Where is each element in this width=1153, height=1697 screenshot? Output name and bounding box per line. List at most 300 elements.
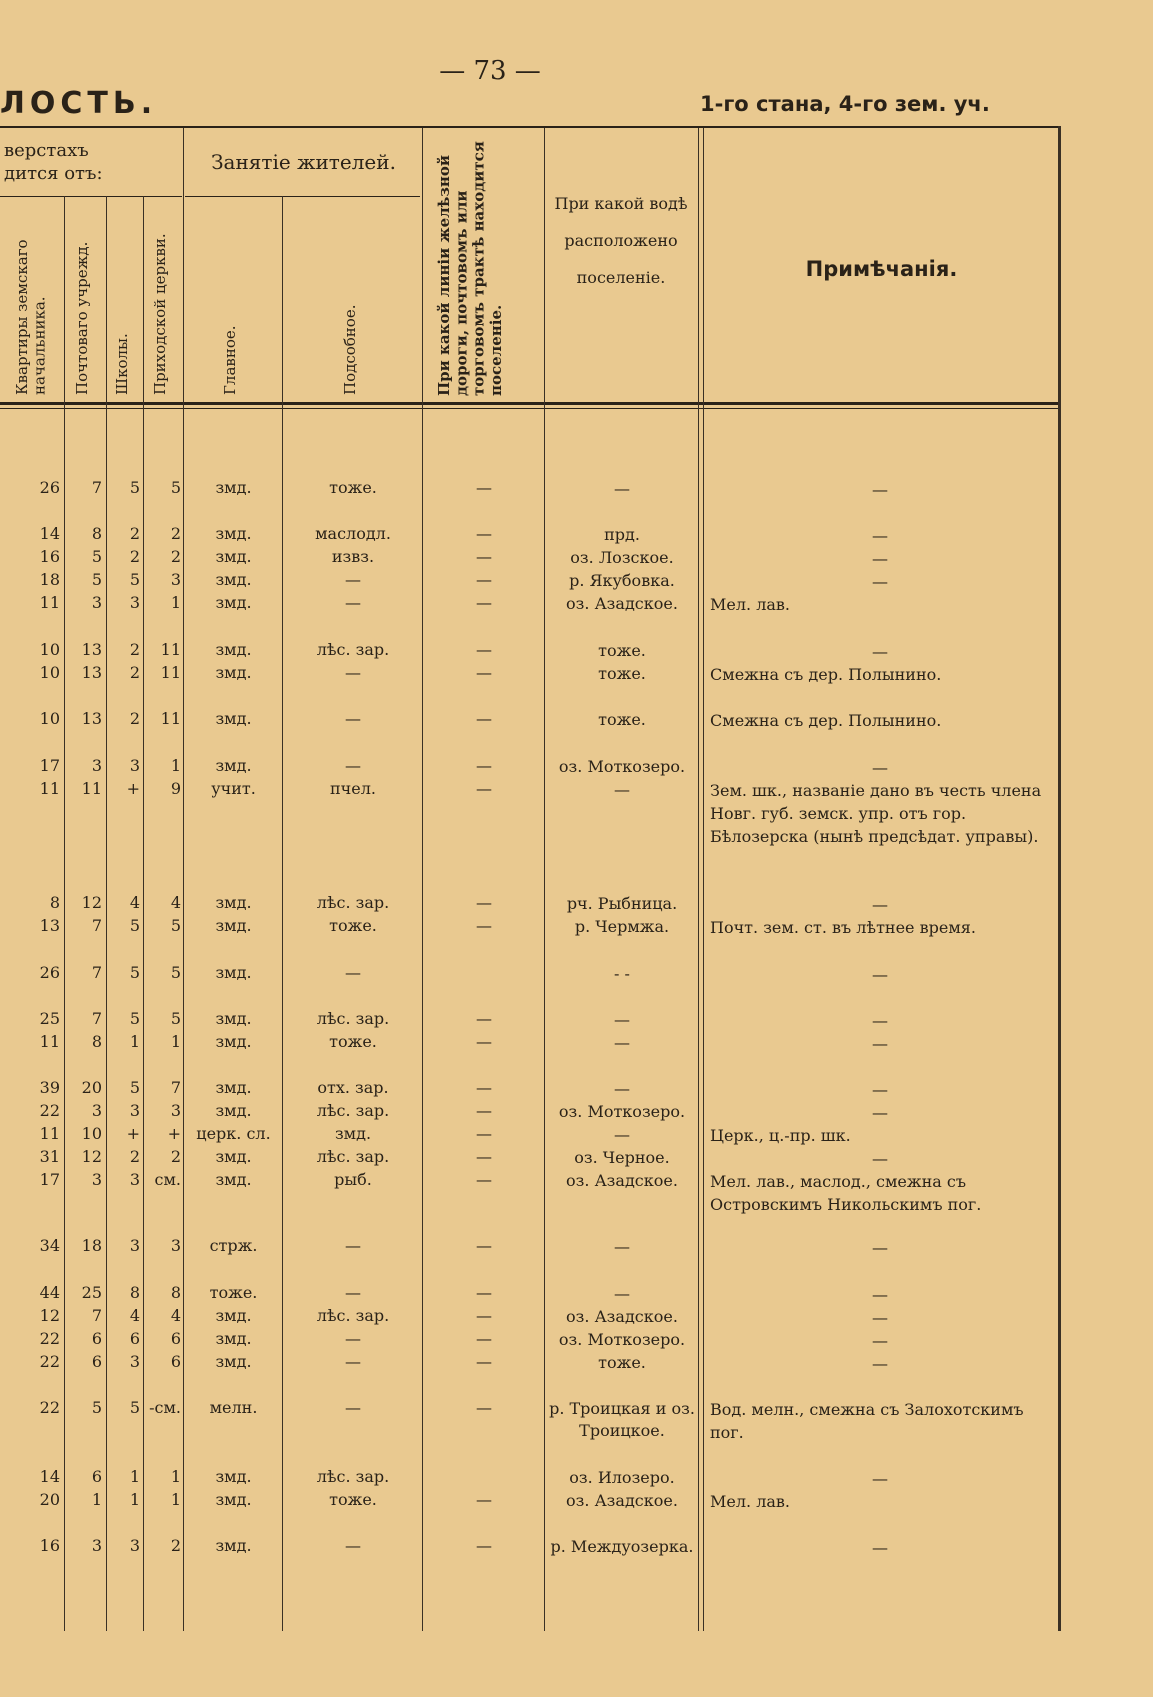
cell-post: 6 <box>91 1329 102 1348</box>
cell-water: тоже. <box>598 710 646 729</box>
cell-railway: — <box>476 478 492 497</box>
cell-water: оз. Азадское. <box>566 1307 678 1326</box>
cell-zemsky: 10 <box>39 709 60 728</box>
cell-post: 11 <box>81 779 102 798</box>
cell-zemsky: 17 <box>39 1170 60 1189</box>
cell-aux: рыб. <box>334 1170 372 1189</box>
cell-church: 2 <box>170 547 181 566</box>
cell-main: змд. <box>215 478 252 497</box>
cell-zemsky: 39 <box>39 1078 60 1097</box>
cell-church: 8 <box>170 1283 181 1302</box>
cell-post: 3 <box>91 756 102 775</box>
cell-railway: — <box>476 1170 492 1189</box>
cell-note: — <box>872 895 888 914</box>
cell-church: 6 <box>170 1352 181 1371</box>
table-row <box>0 1398 1060 1442</box>
table-row <box>0 1078 1060 1100</box>
cell-main: змд. <box>215 663 252 682</box>
table-row <box>0 1124 1060 1146</box>
table-row <box>0 963 1060 985</box>
cell-zemsky: 11 <box>39 1032 60 1051</box>
cell-zemsky: 26 <box>39 478 60 497</box>
school-header: Школы. <box>113 333 131 395</box>
cell-school: 2 <box>129 663 140 682</box>
table-row <box>0 570 1060 592</box>
cell-church: 1 <box>170 756 181 775</box>
volost-heading: ЛОСТЬ. <box>0 86 158 121</box>
cell-aux: — <box>345 1283 361 1302</box>
table-row <box>0 524 1060 546</box>
cell-church: 9 <box>170 779 181 798</box>
cell-aux: лѣс. зар. <box>316 1009 390 1028</box>
cell-school: 2 <box>129 709 140 728</box>
cell-main: змд. <box>215 1536 252 1555</box>
cell-school: 3 <box>129 756 140 775</box>
table-row <box>0 663 1060 685</box>
cell-church: 1 <box>170 1032 181 1051</box>
cell-church: 11 <box>160 663 181 682</box>
cell-zemsky: 17 <box>39 756 60 775</box>
cell-aux: пчел. <box>330 779 376 798</box>
cell-church: 7 <box>170 1078 181 1097</box>
cell-note: — <box>872 526 888 545</box>
cell-school: 4 <box>129 893 140 912</box>
cell-note: Смежна съ дер. Полынино. <box>710 665 942 684</box>
table-row <box>0 1009 1060 1031</box>
cell-school: + <box>126 779 140 798</box>
cell-zemsky: 11 <box>39 779 60 798</box>
cell-main: мелн. <box>209 1398 258 1417</box>
table-row <box>0 547 1060 569</box>
cell-note: Мел. лав. <box>710 1492 790 1511</box>
cell-church: 11 <box>160 709 181 728</box>
cell-post: 20 <box>81 1078 102 1097</box>
cell-note: Зем. шк., названіе дано въ честь члена Новг. губ. земск. упр. отъ гор. Бѣлозерска (нынѣ предсѣдат. управы). <box>710 781 1042 846</box>
cell-school: 3 <box>129 1170 140 1189</box>
distance-sub-rule <box>0 196 182 197</box>
cell-railway: — <box>476 1101 492 1120</box>
cell-aux: — <box>345 593 361 612</box>
water-header: При какой водѣ расположено поселеніе. <box>554 194 688 287</box>
cell-main: церк. сл. <box>196 1124 271 1143</box>
cell-main: змд. <box>215 1032 252 1051</box>
cell-main: змд. <box>215 1490 252 1509</box>
table-row <box>0 593 1060 615</box>
cell-water: — <box>614 1010 630 1029</box>
cell-water: оз. Моткозеро. <box>558 1330 686 1349</box>
cell-church: 5 <box>170 478 181 497</box>
cell-water: оз. Лозское. <box>570 548 674 567</box>
cell-note: — <box>872 1308 888 1327</box>
cell-school: 5 <box>129 1009 140 1028</box>
distance-group-header: верстахъ дится отъ: <box>4 140 103 184</box>
cell-school: 3 <box>129 1352 140 1371</box>
cell-aux: — <box>345 663 361 682</box>
cell-aux: лѣс. зар. <box>316 1467 390 1486</box>
cell-railway: — <box>476 709 492 728</box>
cell-school: 2 <box>129 640 140 659</box>
cell-post: 7 <box>91 916 102 935</box>
cell-note: — <box>872 1538 888 1557</box>
cell-post: 13 <box>81 663 102 682</box>
cell-zemsky: 34 <box>39 1236 60 1255</box>
cell-water: оз. Илозеро. <box>569 1468 675 1487</box>
cell-railway: — <box>476 1490 492 1509</box>
cell-zemsky: 8 <box>49 893 60 912</box>
cell-post: 5 <box>91 1398 102 1417</box>
cell-water: — <box>614 1033 630 1052</box>
cell-note: — <box>872 1080 888 1099</box>
cell-railway: — <box>476 779 492 798</box>
table-row <box>0 1490 1060 1512</box>
cell-zemsky: 13 <box>39 916 60 935</box>
cell-note: — <box>872 1034 888 1053</box>
cell-post: 8 <box>91 1032 102 1051</box>
cell-church: 6 <box>170 1329 181 1348</box>
table-row <box>0 893 1060 915</box>
occupation-sub-rule <box>185 196 420 197</box>
cell-post: 10 <box>81 1124 102 1143</box>
cell-railway: — <box>476 1283 492 1302</box>
cell-post: 18 <box>81 1236 102 1255</box>
cell-church: 11 <box>160 640 181 659</box>
table-row <box>0 1536 1060 1558</box>
cell-post: 5 <box>91 547 102 566</box>
cell-aux: маслодл. <box>315 524 391 543</box>
table-row <box>0 1101 1060 1123</box>
cell-water: оз. Моткозеро. <box>558 1102 686 1121</box>
cell-note: — <box>872 1354 888 1373</box>
cell-railway: — <box>476 1078 492 1097</box>
cell-railway: — <box>476 640 492 659</box>
cell-church: 1 <box>170 593 181 612</box>
cell-post: 6 <box>91 1467 102 1486</box>
table-row <box>0 1306 1060 1328</box>
cell-school: 5 <box>129 963 140 982</box>
cell-main: змд. <box>215 963 252 982</box>
cell-main: змд. <box>215 547 252 566</box>
cell-aux: лѣс. зар. <box>316 640 390 659</box>
cell-main: змд. <box>215 709 252 728</box>
table-row <box>0 1329 1060 1351</box>
cell-water: тоже. <box>598 664 646 683</box>
cell-note: — <box>872 965 888 984</box>
cell-aux: лѣс. зар. <box>316 1306 390 1325</box>
cell-post: 1 <box>91 1490 102 1509</box>
table-row <box>0 779 1060 846</box>
cell-zemsky: 25 <box>39 1009 60 1028</box>
cell-note: — <box>872 1238 888 1257</box>
cell-main: змд. <box>215 916 252 935</box>
cell-water: - - <box>614 964 630 983</box>
cell-main: змд. <box>215 893 252 912</box>
cell-water: — <box>614 780 630 799</box>
cell-school: 1 <box>129 1032 140 1051</box>
cell-church: 1 <box>170 1467 181 1486</box>
cell-zemsky: 16 <box>39 547 60 566</box>
cell-church: 2 <box>170 1536 181 1555</box>
cell-post: 3 <box>91 1536 102 1555</box>
cell-zemsky: 26 <box>39 963 60 982</box>
cell-church: см. <box>154 1170 181 1189</box>
table-row <box>0 478 1060 500</box>
cell-zemsky: 22 <box>39 1398 60 1417</box>
cell-aux: — <box>345 1236 361 1255</box>
cell-church: 3 <box>170 1236 181 1255</box>
cell-note: — <box>872 642 888 661</box>
cell-post: 3 <box>91 1170 102 1189</box>
cell-school: 5 <box>129 478 140 497</box>
cell-main: змд. <box>215 1329 252 1348</box>
cell-church: 5 <box>170 916 181 935</box>
cell-zemsky: 44 <box>39 1283 60 1302</box>
cell-main: змд. <box>215 1467 252 1486</box>
cell-church: 5 <box>170 1009 181 1028</box>
cell-post: 7 <box>91 478 102 497</box>
cell-aux: — <box>345 963 361 982</box>
cell-aux: — <box>345 570 361 589</box>
cell-aux: лѣс. зар. <box>316 893 390 912</box>
cell-school: 3 <box>129 1236 140 1255</box>
cell-railway: — <box>476 1329 492 1348</box>
notes-header: Примѣчанія. <box>805 257 958 281</box>
cell-church: 3 <box>170 570 181 589</box>
cell-zemsky: 14 <box>39 1467 60 1486</box>
post-header: Почтоваго учрежд. <box>73 241 91 395</box>
cell-post: 8 <box>91 524 102 543</box>
cell-main: змд. <box>215 1170 252 1189</box>
zemsky-header: Квартиры земскаго начальника. <box>13 239 49 395</box>
cell-main: змд. <box>215 1147 252 1166</box>
cell-water: тоже. <box>598 641 646 660</box>
cell-water: оз. Азадское. <box>566 594 678 613</box>
cell-note: — <box>872 549 888 568</box>
cell-main: тоже. <box>209 1283 258 1302</box>
cell-main: змд. <box>215 1078 252 1097</box>
cell-church: 1 <box>170 1490 181 1509</box>
cell-post: 13 <box>81 709 102 728</box>
cell-aux: — <box>345 1329 361 1348</box>
cell-water: — <box>614 1079 630 1098</box>
header-bottom-rule-thin <box>0 408 1060 409</box>
cell-zemsky: 22 <box>39 1352 60 1371</box>
cell-railway: — <box>476 570 492 589</box>
cell-main: змд. <box>215 1009 252 1028</box>
cell-school: 3 <box>129 1101 140 1120</box>
cell-water: оз. Моткозеро. <box>558 757 686 776</box>
cell-water: — <box>614 1284 630 1303</box>
cell-note: — <box>872 1011 888 1030</box>
cell-note: Почт. зем. ст. въ лѣтнее время. <box>710 918 976 937</box>
cell-water: р. Якубовка. <box>569 571 675 590</box>
cell-post: 7 <box>91 1306 102 1325</box>
cell-school: 1 <box>129 1467 140 1486</box>
cell-aux: отх. зар. <box>317 1078 389 1097</box>
cell-railway: — <box>476 593 492 612</box>
cell-railway: — <box>476 916 492 935</box>
cell-school: 5 <box>129 1398 140 1417</box>
cell-railway: — <box>476 893 492 912</box>
cell-railway: — <box>476 1306 492 1325</box>
table-row <box>0 1467 1060 1489</box>
cell-church: + <box>167 1124 181 1143</box>
cell-zemsky: 10 <box>39 640 60 659</box>
header-bottom-rule <box>0 402 1060 405</box>
cell-zemsky: 11 <box>39 1124 60 1143</box>
cell-zemsky: 12 <box>39 1306 60 1325</box>
cell-zemsky: 11 <box>39 593 60 612</box>
cell-railway: — <box>476 524 492 543</box>
cell-school: 6 <box>129 1329 140 1348</box>
main-occupation-header: Главное. <box>221 325 239 395</box>
table-row <box>0 756 1060 778</box>
cell-zemsky: 22 <box>39 1101 60 1120</box>
table-row <box>0 1032 1060 1054</box>
district-heading: 1-го стана, 4-го зем. уч. <box>700 92 990 116</box>
cell-aux: — <box>345 1352 361 1371</box>
church-header: Приходской церкви. <box>151 233 169 395</box>
cell-church: -см. <box>149 1398 181 1417</box>
cell-aux: — <box>345 709 361 728</box>
cell-main: змд. <box>215 1306 252 1325</box>
cell-aux: лѣс. зар. <box>316 1147 390 1166</box>
cell-post: 7 <box>91 1009 102 1028</box>
cell-school: 4 <box>129 1306 140 1325</box>
cell-zemsky: 16 <box>39 1536 60 1555</box>
cell-railway: — <box>476 1352 492 1371</box>
cell-note: Церк., ц.-пр. шк. <box>710 1126 851 1145</box>
table-row <box>0 1352 1060 1374</box>
railway-header: При какой линіи желѣзной дороги, почтовомъ или торговомъ трактѣ находится поселеніе. <box>435 141 505 396</box>
aux-occupation-header: Подсобное. <box>341 304 359 395</box>
cell-school: 1 <box>129 1490 140 1509</box>
cell-note: Мел. лав., маслод., смежна съ Островскимъ Никольскимъ пог. <box>710 1172 982 1214</box>
table-row <box>0 709 1060 731</box>
cell-aux: — <box>345 1398 361 1417</box>
page-number: — 73 — <box>439 56 541 86</box>
cell-railway: — <box>476 663 492 682</box>
cell-zemsky: 22 <box>39 1329 60 1348</box>
cell-aux: тоже. <box>329 1490 377 1509</box>
cell-note: — <box>872 480 888 499</box>
cell-aux: тоже. <box>329 478 377 497</box>
cell-main: учит. <box>211 779 256 798</box>
cell-note: — <box>872 1103 888 1122</box>
cell-post: 3 <box>91 593 102 612</box>
cell-church: 4 <box>170 893 181 912</box>
cell-railway: — <box>476 1536 492 1555</box>
cell-zemsky: 10 <box>39 663 60 682</box>
cell-school: 3 <box>129 1536 140 1555</box>
cell-railway: — <box>476 1009 492 1028</box>
cell-water: — <box>614 479 630 498</box>
cell-railway: — <box>476 1032 492 1051</box>
cell-railway: — <box>476 1398 492 1417</box>
cell-main: змд. <box>215 1101 252 1120</box>
cell-aux: — <box>345 756 361 775</box>
cell-note: — <box>872 1149 888 1168</box>
cell-aux: — <box>345 1536 361 1555</box>
cell-post: 12 <box>81 1147 102 1166</box>
cell-aux: лѣс. зар. <box>316 1101 390 1120</box>
table-row <box>0 1170 1060 1214</box>
cell-school: 5 <box>129 570 140 589</box>
table-row <box>0 1147 1060 1169</box>
cell-railway: — <box>476 756 492 775</box>
cell-water: оз. Черное. <box>574 1148 670 1167</box>
cell-school: 8 <box>129 1283 140 1302</box>
cell-school: 2 <box>129 524 140 543</box>
cell-water: тоже. <box>598 1353 646 1372</box>
cell-main: змд. <box>215 593 252 612</box>
cell-aux: тоже. <box>329 916 377 935</box>
cell-post: 3 <box>91 1101 102 1120</box>
occupation-group-header: Занятіе жителей. <box>211 150 396 174</box>
cell-water: р. Чермжа. <box>574 917 670 936</box>
cell-zemsky: 31 <box>39 1147 60 1166</box>
cell-note: — <box>872 1469 888 1488</box>
cell-church: 2 <box>170 524 181 543</box>
cell-post: 13 <box>81 640 102 659</box>
cell-zemsky: 20 <box>39 1490 60 1509</box>
cell-note: — <box>872 572 888 591</box>
cell-railway: — <box>476 1124 492 1143</box>
cell-main: змд. <box>215 756 252 775</box>
cell-post: 7 <box>91 963 102 982</box>
cell-church: 3 <box>170 1101 181 1120</box>
cell-railway: — <box>476 1147 492 1166</box>
cell-water: — <box>614 1237 630 1256</box>
cell-school: 5 <box>129 916 140 935</box>
cell-church: 5 <box>170 963 181 982</box>
cell-railway: — <box>476 547 492 566</box>
cell-water: — <box>614 1125 630 1144</box>
cell-main: змд. <box>215 640 252 659</box>
cell-note: — <box>872 1285 888 1304</box>
cell-water: р. Междуозерка. <box>550 1537 694 1556</box>
cell-school: 2 <box>129 1147 140 1166</box>
top-rule <box>0 126 1060 128</box>
cell-note: — <box>872 758 888 777</box>
cell-aux: змд. <box>334 1124 372 1143</box>
cell-school: 3 <box>129 593 140 612</box>
cell-post: 5 <box>91 570 102 589</box>
cell-church: 2 <box>170 1147 181 1166</box>
table-row <box>0 640 1060 662</box>
cell-aux: тоже. <box>329 1032 377 1051</box>
cell-main: змд. <box>215 1352 252 1371</box>
cell-post: 12 <box>81 893 102 912</box>
cell-post: 6 <box>91 1352 102 1371</box>
cell-main: змд. <box>215 524 252 543</box>
cell-water: рч. Рыбница. <box>566 894 678 913</box>
cell-water: р. Троицкая и оз. Троицкое. <box>549 1399 695 1440</box>
cell-zemsky: 18 <box>39 570 60 589</box>
table-row <box>0 1283 1060 1305</box>
cell-school: 2 <box>129 547 140 566</box>
cell-water: оз. Азадское. <box>566 1491 678 1510</box>
cell-note: — <box>872 1331 888 1350</box>
cell-zemsky: 14 <box>39 524 60 543</box>
cell-post: 25 <box>81 1283 102 1302</box>
cell-school: 5 <box>129 1078 140 1097</box>
cell-note: Вод. мелн., смежна съ Залохотскимъ пог. <box>710 1400 1024 1442</box>
cell-school: + <box>126 1124 140 1143</box>
cell-aux: извз. <box>331 547 375 566</box>
cell-main: стрж. <box>209 1236 258 1255</box>
table-row <box>0 916 1060 938</box>
cell-water: оз. Азадское. <box>566 1171 678 1190</box>
